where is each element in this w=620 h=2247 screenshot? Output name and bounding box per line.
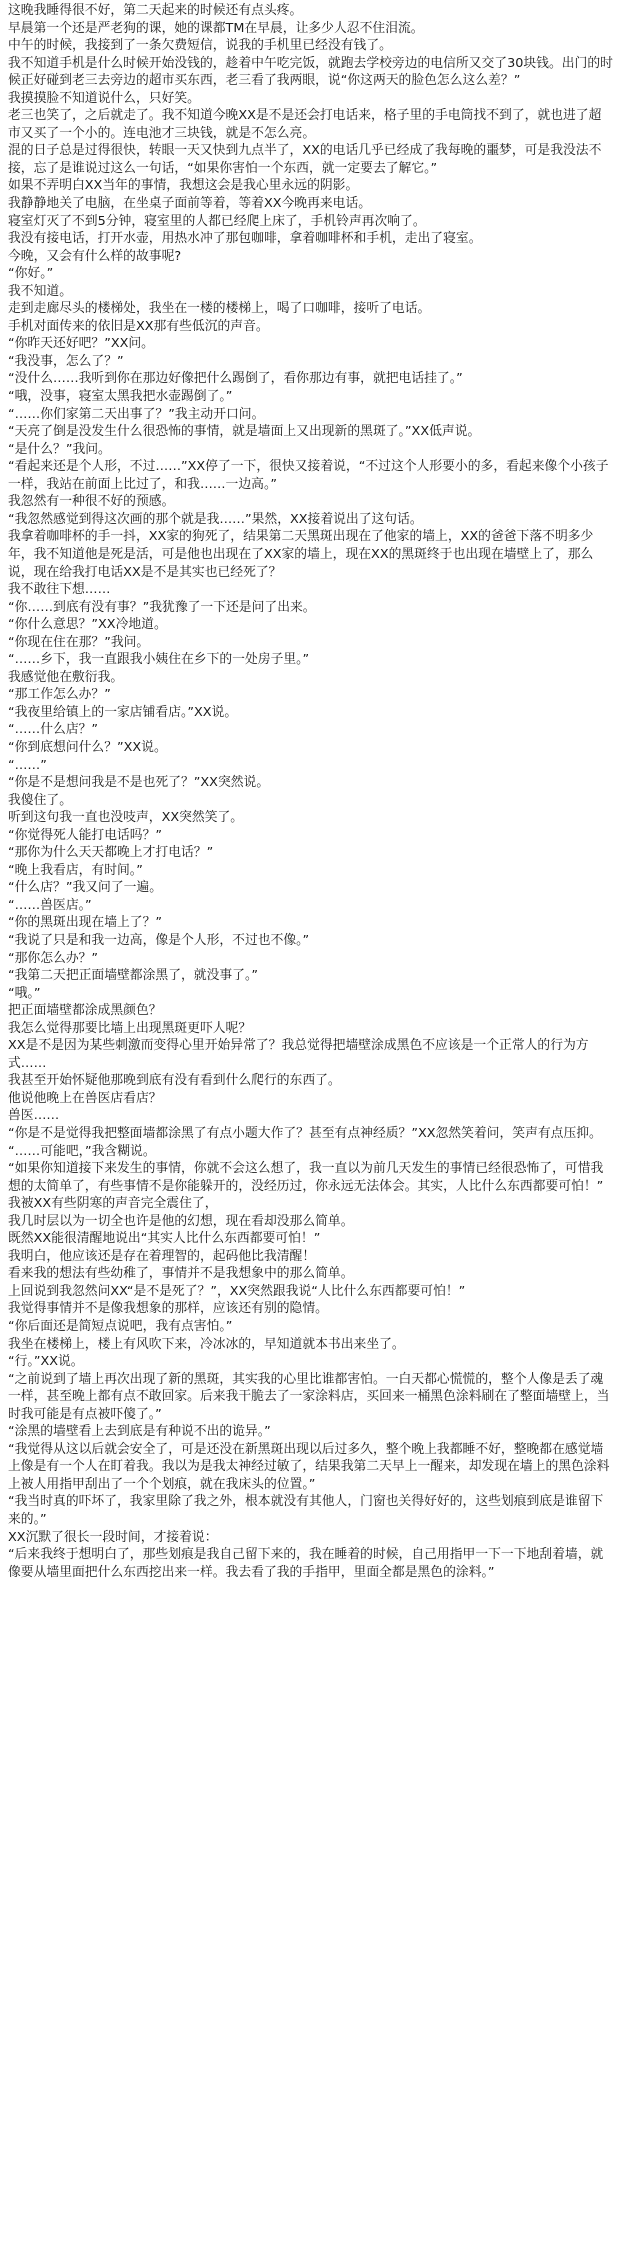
paragraph: 上回说到我忽然问XX“是不是死了？”，XX突然跟我说“人比什么东西都要可怕！”	[8, 1283, 466, 1299]
paragraph: “我当时真的吓坏了，我家里除了我之外，根本就没有其他人，门窗也关得好好的，这些划痕到底是谁留下来的。”	[8, 1494, 604, 1528]
paragraph: “我说了只是和我一边高，像是个人形，不过也不像。”	[8, 932, 310, 948]
paragraph: “我没事，怎么了？”	[8, 353, 124, 369]
paragraph: “没什么……我听到你在那边好像把什么踢倒了，看你那边有事，就把电话挂了。”	[8, 371, 463, 387]
paragraph: “你后面还是简短点说吧，我有点害怕。”	[8, 1319, 233, 1335]
paragraph: 我怎么觉得那要比墙上出现黑斑更吓人呢？	[8, 1020, 252, 1036]
paragraph: 我忽然有一种很不好的预感。	[8, 494, 175, 510]
paragraph: 中午的时候，我接到了一条欠费短信，说我的手机里已经没有钱了。	[8, 38, 392, 54]
paragraph: “你到底想问什么？”XX说。	[8, 739, 167, 755]
paragraph: 我甚至开始怀疑他那晚到底有没有看到什么爬行的东西了。	[8, 1073, 341, 1089]
paragraph: “是什么？”我问。	[8, 441, 111, 457]
paragraph: “你是不是想问我是不是也死了？”XX突然说。	[8, 775, 270, 791]
paragraph: 我傻住了。	[8, 792, 72, 808]
paragraph: “天亮了倒是没发生什么很恐怖的事情，就是墙面上又出现新的黑斑了。”XX低声说。	[8, 424, 481, 440]
paragraph: XX是不是因为某些刺激而变得心里开始异常了？我总觉得把墙壁涂成黑色不应该是一个正常人的行为方式……	[8, 1038, 589, 1071]
paragraph: “……”	[8, 757, 47, 773]
paragraph: 把正面墙壁都涂成黑颜色？	[8, 1003, 162, 1019]
paragraph: 这晚我睡得很不好，第二天起来的时候还有点头疼。	[8, 3, 303, 18]
paragraph: 兽医……	[8, 1108, 60, 1124]
paragraph: 我不知道。	[8, 283, 72, 299]
paragraph: 我没有接电话，打开水壶，用热水冲了那包咖啡，拿着咖啡杯和手机，走出了寝室。	[8, 231, 482, 247]
paragraph: “如果你知道接下来发生的事情，你就不会这么想了，我一直以为前几天发生的事情已经很恐怖了，可惜我想的太简单了，有些事情不是你能躲开的，没经历过，你永远无法体会。其实，人比什么东西都要可怕！”	[8, 1161, 604, 1194]
paragraph: “什么店？”我又问了一遍。	[8, 880, 163, 896]
paragraph: “你觉得死人能打电话吗？”	[8, 827, 163, 843]
paragraph: “你现在住在那？”我问。	[8, 634, 150, 650]
paragraph: 走到走廊尽头的楼梯处，我坐在一楼的楼梯上，喝了口咖啡，接听了电话。	[8, 301, 431, 317]
paragraph: 我觉得事情并不是像我想象的那样，应该还有别的隐情。	[8, 1301, 328, 1317]
paragraph: 听到这句我一直也没吱声，XX突然笑了。	[8, 810, 244, 826]
paragraph: 我摸摸脸不知道说什么，只好笑。	[8, 90, 200, 106]
paragraph: “晚上我看店，有时间。”	[8, 862, 143, 878]
paragraph: 我拿着咖啡杯的手一抖，XX家的狗死了，结果第二天黑斑出现在了他家的墙上，XX的爸爸下落不明多少年，我不知道他是死是活，可是他也出现在了XX家的墙上，现在XX的黑斑终于也出现在墙壁上了，那么说，现在给我打电话XX是不是其实也已经死了？	[8, 529, 594, 580]
paragraph: 如果不弄明白XX当年的事情，我想这会是我心里永远的阴影。	[8, 178, 359, 194]
paragraph: 我静静地关了电脑，在坐桌子面前等着，等着XX今晚再来电话。	[8, 196, 372, 212]
paragraph: 既然XX能很清醒地说出“其实人比什么东西都要可怕！”	[8, 1231, 321, 1247]
paragraph: 混的日子总是过得很快，转眼一天又快到九点半了，XX的电话几乎已经成了我每晚的噩梦，可是我没法不接，忘了是谁说过这么一句话，“如果你害怕一个东西，就一定要去了解它。”	[8, 143, 602, 176]
paragraph: “你的黑斑出现在墙上了？”	[8, 915, 163, 931]
paragraph: “你……到底有没有事？”我犹豫了一下还是问了出来。	[8, 599, 316, 615]
paragraph: “哦，没事，寝室太黑我把水壶踢倒了。”	[8, 389, 233, 405]
paragraph: “……可能吧，”我含糊说。	[8, 1143, 156, 1159]
paragraph: “你是不是觉得我把整面墙都涂黑了有点小题大作了？甚至有点神经质？”XX忽然笑着问，笑声有点压抑。	[8, 1126, 602, 1141]
paragraph: “涂黑的墙壁看上去到底是有种说不出的诡异。”	[8, 1424, 271, 1440]
paragraph: “我忽然感觉到得这次画的那个就是我……”果然，XX接着说出了这句话。	[8, 511, 423, 527]
paragraph: 我几时层以为一切全也许是他的幻想，现在看却没那么简单。	[8, 1213, 354, 1229]
paragraph: “……什么店？”	[8, 722, 99, 738]
paragraph: “……乡下，我一直跟我小姨住在乡下的一处房子里。”	[8, 652, 310, 668]
paragraph: “之前说到了墙上再次出现了新的黑斑，其实我的心里比谁都害怕。一白天都心慌慌的，整个人像是丢了魂一样，甚至晚上都有点不敢回家。后来我干脆去了一家涂料店，买回来一桶黑色涂料刷在了整面墙壁上，当时我可能是有点被吓傻了。”	[8, 1371, 610, 1422]
paragraph: 我明白，他应该还是存在着理智的，起码他比我清醒！	[8, 1248, 316, 1264]
paragraph: “你好。”	[8, 266, 54, 282]
paragraph: XX沉默了很长一段时间，才接着说：	[8, 1529, 218, 1545]
paragraph: “行。”XX说。	[8, 1354, 84, 1370]
paragraph: “……你们家第二天出事了？”我主动开口问。	[8, 406, 265, 422]
paragraph: 手机对面传来的依旧是XX那有些低沉的声音。	[8, 318, 269, 334]
paragraph: 我感觉他在敷衍我。	[8, 669, 124, 685]
paragraph: 我不知道手机是什么时候开始没钱的，趁着中午吃完饭，就跑去学校旁边的电信所又交了30块钱。出门的时候正好碰到老三去旁边的超市买东西，老三看了我两眼，说“你这两天的脸色怎么这么差？”	[8, 55, 613, 89]
paragraph: “那你怎么办？”	[8, 950, 99, 966]
paragraph: “……兽医店。”	[8, 897, 92, 913]
paragraph: 寝室灯灭了不到5分钟，寝室里的人都已经爬上床了，手机铃声再次响了。	[8, 213, 426, 229]
paragraph: “你昨天还好吧？”XX问。	[8, 336, 154, 352]
paragraph: 看来我的想法有些幼稚了，事情并不是我想象中的那么简单。	[8, 1266, 354, 1282]
paragraph: “我觉得从这以后就会安全了，可是还没在新黑斑出现以后过多久，整个晚上我都睡不好，整晚都在感觉墙上像是有一个人在盯着我。我以为是我太神经过敏了，结果我第二天早上一醒来，却发现在墙上的黑色涂料上被人用指甲刮出了一个个划痕，就在我床头的位置。”	[8, 1441, 610, 1492]
paragraph: “哦。”	[8, 985, 41, 1001]
paragraph: “我夜里给镇上的一家店铺看店。”XX说。	[8, 704, 238, 720]
paragraph: 我不敢往下想……	[8, 582, 111, 598]
paragraph: “那你为什么天天都晚上才打电话？”	[8, 845, 214, 861]
article-body	[8, 2, 614, 1581]
paragraph: “后来我终于想明白了，那些划痕是我自己留下来的，我在睡着的时候，自己用指甲一下一下地刮着墙，就像要从墙里面把什么东西挖出来一样。我去看了我的手指甲，里面全都是黑色的涂料。”	[8, 1547, 604, 1580]
paragraph: “那工作怎么办？”	[8, 687, 111, 703]
paragraph: 他说他晚上在兽医店看店？	[8, 1090, 162, 1106]
paragraph: 今晚，又会有什么样的故事呢?	[8, 248, 182, 264]
paragraph: 老三也笑了，之后就走了。我不知道今晚XX是不是还会打电话来，格子里的手电筒找不到了，就也进了超市又买了一个小的。连电池才三块钱，就是不怎么亮。	[8, 108, 602, 141]
paragraph: 我坐在楼梯上，楼上有风吹下来，冷冰冰的，早知道就本书出来坐了。	[8, 1336, 405, 1352]
paragraph: “我第二天把正面墙壁都涂黑了，就没事了。”	[8, 968, 258, 984]
paragraph: 我被XX有些阴寒的声音完全震住了，	[8, 1196, 218, 1212]
paragraph: “你什么意思？”XX冷地道。	[8, 617, 167, 633]
paragraph: “看起来还是个人形，不过……”XX停了一下，很快又接着说，“不过这个人形要小的多，看起来像个小孩子一样，我站在前面上比过了，和我……一边高。”	[8, 459, 609, 492]
paragraph: 早晨第一个还是严老狗的课，她的课都TM在早晨，让多少人忍不住泪流。	[8, 20, 424, 36]
